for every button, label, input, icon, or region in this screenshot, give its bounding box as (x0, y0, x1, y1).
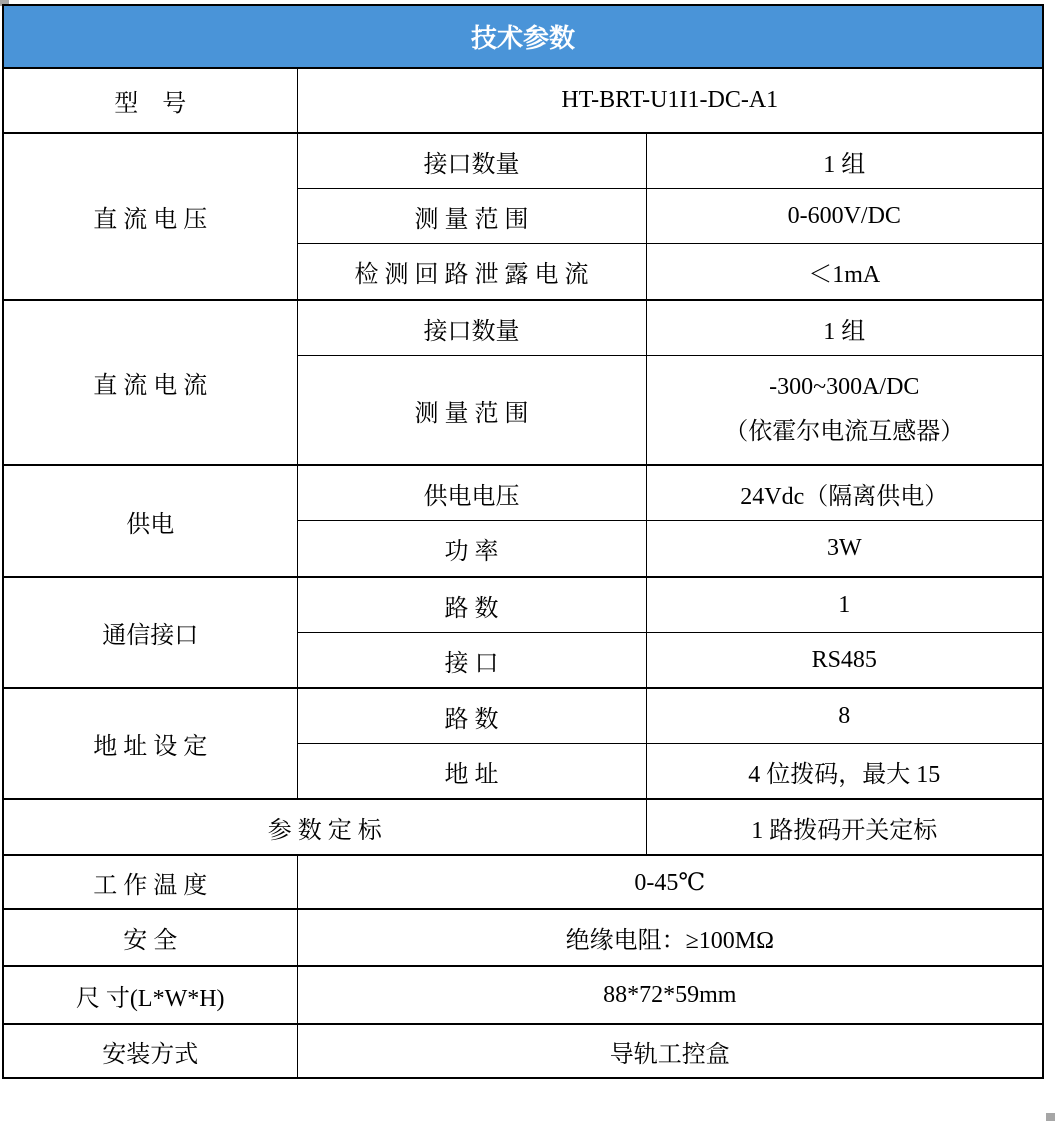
spec-table (2, 4, 1044, 1079)
supply-voltage-value: 24Vdc（隔离供电） (646, 465, 1043, 521)
power-label: 功 率 (297, 521, 646, 578)
safety-value: 绝缘电阻：≥100MΩ (297, 909, 1043, 966)
dc-current-range-label: 测 量 范 围 (297, 356, 646, 466)
dc-current-interface-count-value: 1 组 (646, 300, 1043, 356)
address-channels-label: 路 数 (297, 688, 646, 744)
table-row (3, 799, 1043, 855)
spec-table-container (2, 4, 1044, 1079)
table-row (3, 133, 1043, 189)
table-row (3, 68, 1043, 133)
model-value: HT-BRT-U1I1-DC-A1 (297, 68, 1043, 133)
table-row (3, 909, 1043, 966)
table-row (3, 966, 1043, 1024)
group-dc-current-label: 直 流 电 流 (3, 300, 297, 465)
dc-current-range-value (646, 356, 1043, 466)
table-row (3, 1024, 1043, 1078)
table-row (3, 300, 1043, 356)
table-resize-handle[interactable] (1046, 1113, 1055, 1121)
comm-port-value: RS485 (646, 633, 1043, 689)
table-row (3, 465, 1043, 521)
group-dc-voltage-label: 直 流 电 压 (3, 133, 297, 300)
work-temp-value: 0-45℃ (297, 855, 1043, 909)
group-comm-interface-label: 通信接口 (3, 577, 297, 688)
model-label: 型 号 (3, 68, 297, 133)
dc-current-interface-count-label: 接口数量 (297, 300, 646, 356)
size-label: 尺 寸(L*W*H) (3, 966, 297, 1024)
supply-voltage-label: 供电电压 (297, 465, 646, 521)
calibration-value: 1 路拨码开关定标 (646, 799, 1043, 855)
comm-port-label: 接 口 (297, 633, 646, 689)
comm-channels-label: 路 数 (297, 577, 646, 633)
size-value: 88*72*59mm (297, 966, 1043, 1024)
dc-voltage-range-value: 0-600V/DC (646, 189, 1043, 244)
page-title: 技术参数 (3, 5, 1043, 68)
group-power-supply-label: 供电 (3, 465, 297, 577)
calibration-label: 参 数 定 标 (3, 799, 646, 855)
mounting-label: 安装方式 (3, 1024, 297, 1078)
power-value: 3W (646, 521, 1043, 578)
table-row (3, 577, 1043, 633)
work-temp-label: 工 作 温 度 (3, 855, 297, 909)
dc-voltage-interface-count-value: 1 组 (646, 133, 1043, 189)
address-channels-value: 8 (646, 688, 1043, 744)
comm-channels-value: 1 (646, 577, 1043, 633)
mounting-value: 导轨工控盒 (297, 1024, 1043, 1078)
address-label: 地 址 (297, 744, 646, 800)
address-value: 4 位拨码，最大 15 (646, 744, 1043, 800)
dc-voltage-leakage-value: ＜1mA (646, 244, 1043, 301)
safety-label: 安 全 (3, 909, 297, 966)
header-row (3, 5, 1043, 68)
dc-voltage-range-label: 测 量 范 围 (297, 189, 646, 244)
dc-voltage-interface-count-label: 接口数量 (297, 133, 646, 189)
dc-voltage-leakage-label: 检 测 回 路 泄 露 电 流 (297, 244, 646, 301)
table-row (3, 855, 1043, 909)
dc-current-range-value-line2: （依霍尔电流互感器） (724, 419, 965, 446)
group-address-setting-label: 地 址 设 定 (3, 688, 297, 799)
table-row (3, 688, 1043, 744)
dc-current-range-value-line1: -300~300A/DC (769, 373, 920, 400)
